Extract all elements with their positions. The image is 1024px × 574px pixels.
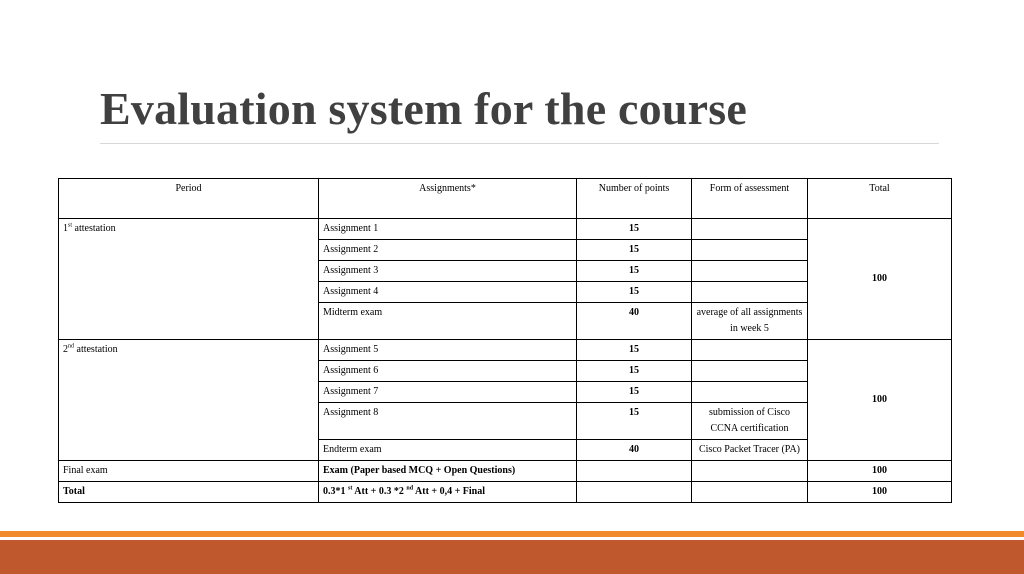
form-cell (692, 340, 808, 361)
period-attestation-1: 1st attestation (59, 219, 319, 340)
title-divider (100, 143, 939, 144)
form-cell (692, 240, 808, 261)
total-final-exam: 100 (808, 461, 952, 482)
points-cell: 15 (577, 282, 692, 303)
form-cell (692, 361, 808, 382)
header-period: Period (59, 179, 319, 219)
assignment-cell: Assignment 7 (319, 382, 577, 403)
table-row (59, 461, 952, 482)
assignment-cell: Assignment 4 (319, 282, 577, 303)
evaluation-table (58, 178, 952, 503)
assignment-cell: Assignment 5 (319, 340, 577, 361)
points-cell: 40 (577, 440, 692, 461)
points-cell: 15 (577, 382, 692, 403)
period-total: Total (59, 482, 319, 503)
total-attestation-1: 100 (808, 219, 952, 340)
header-total: Total (808, 179, 952, 219)
form-cell: submission of Cisco CCNA certification (692, 403, 808, 440)
header-form: Form of assessment (692, 179, 808, 219)
footer-band (0, 540, 1024, 574)
assignment-cell: Assignment 1 (319, 219, 577, 240)
points-cell: 15 (577, 403, 692, 440)
points-cell (577, 461, 692, 482)
total-grand: 100 (808, 482, 952, 503)
form-cell (692, 219, 808, 240)
form-cell (692, 382, 808, 403)
points-cell: 15 (577, 240, 692, 261)
table-header-row (59, 179, 952, 219)
form-cell (692, 461, 808, 482)
period-attestation-2: 2nd attestation (59, 340, 319, 461)
assignment-cell: Assignment 2 (319, 240, 577, 261)
assignment-cell: Assignment 8 (319, 403, 577, 440)
table-row (59, 482, 952, 503)
points-cell: 15 (577, 261, 692, 282)
points-cell: 15 (577, 219, 692, 240)
table-row (59, 219, 952, 240)
total-formula: 0.3*1 $^{st}$ Att + 0.3 *2 $^{nd}$ Att + 0,4 + Final (319, 482, 577, 503)
form-cell (692, 482, 808, 503)
total-attestation-2: 100 (808, 340, 952, 461)
header-points: Number of points (577, 179, 692, 219)
slide-title: Evaluation system for the course (100, 83, 747, 134)
assignment-cell: Endterm exam (319, 440, 577, 461)
footer-accent-bar (0, 531, 1024, 537)
assignment-cell: Midterm exam (319, 303, 577, 340)
form-cell: average of all assignments in week 5 (692, 303, 808, 340)
points-cell: 15 (577, 361, 692, 382)
form-cell (692, 282, 808, 303)
assignment-cell: Assignment 6 (319, 361, 577, 382)
points-cell: 40 (577, 303, 692, 340)
points-cell (577, 482, 692, 503)
table-row (59, 340, 952, 361)
form-cell: Cisco Packet Tracer (PA) (692, 440, 808, 461)
period-final-exam: Final exam (59, 461, 319, 482)
assignment-final-exam: Exam (Paper based MCQ + Open Questions) (319, 461, 577, 482)
assignment-cell: Assignment 3 (319, 261, 577, 282)
header-assignments: Assignments* (319, 179, 577, 219)
points-cell: 15 (577, 340, 692, 361)
form-cell (692, 261, 808, 282)
